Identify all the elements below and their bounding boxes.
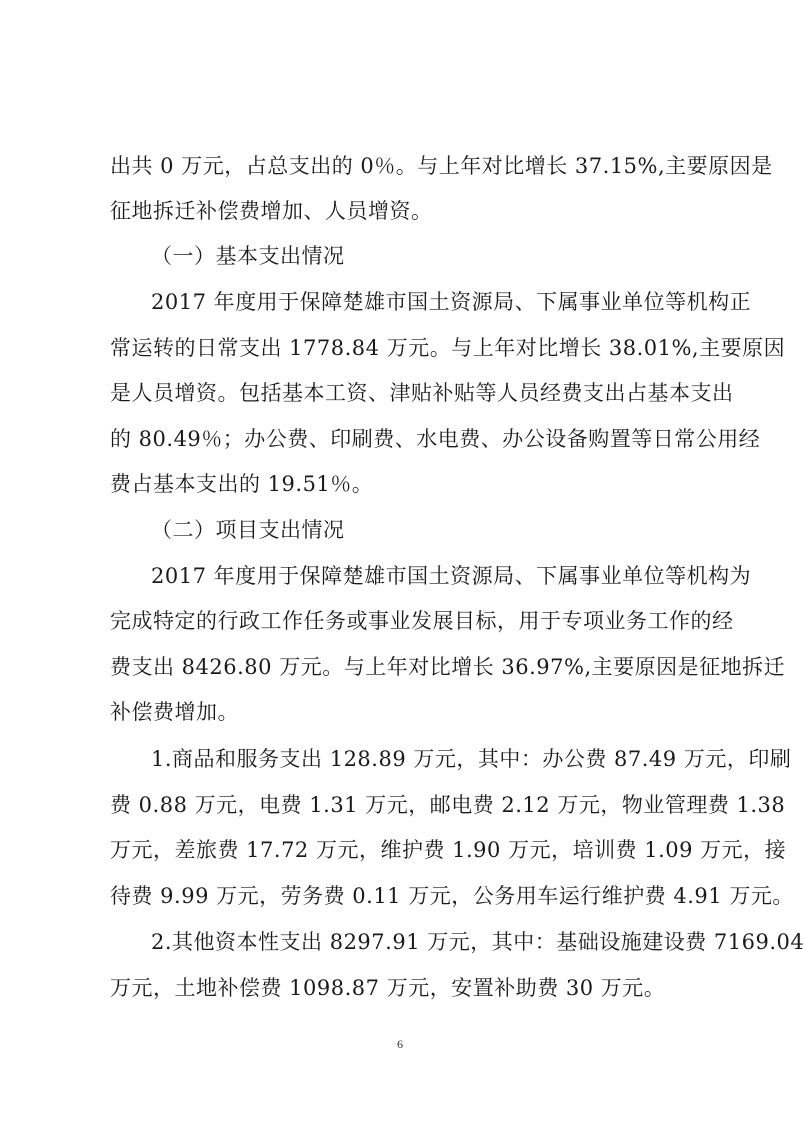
paragraph-line: 常运转的日常支出 1778.84 万元。与上年对比增长 38.01%,主要原因 [110, 336, 786, 360]
paragraph-line: 费占基本支出的 19.51％。 [110, 472, 374, 496]
paragraph-line: 万元，土地补偿费 1098.87 万元，安置补助费 30 万元。 [110, 976, 666, 1000]
page-number: 6 [397, 1037, 403, 1051]
paragraph-line: 1.商品和服务支出 128.89 万元，其中：办公费 87.49 万元，印刷 [151, 747, 792, 771]
paragraph-line: 待费 9.99 万元，劳务费 0.11 万元，公务用车运行维护费 4.91 万元。 [110, 884, 794, 908]
paragraph-line: 2017 年度用于保障楚雄市国土资源局、下属事业单位等机构正 [151, 290, 752, 314]
paragraph-line: 出共 0 万元，占总支出的 0％。与上年对比增长 37.15%,主要原因是 [110, 154, 773, 178]
paragraph-line: 征地拆迁补偿费增加、人员增资。 [110, 199, 433, 223]
section-heading-basic-expenditure: （一）基本支出情况 [151, 244, 345, 268]
paragraph-line: 完成特定的行政工作任务或事业发展目标，用于专项业务工作的经 [110, 609, 734, 633]
paragraph-line: 是人员增资。包括基本工资、津贴补贴等人员经费支出占基本支出 [110, 381, 734, 405]
paragraph-line: 2017 年度用于保障楚雄市国土资源局、下属事业单位等机构为 [151, 564, 752, 588]
paragraph-line: 补偿费增加。 [110, 700, 239, 724]
paragraph-line: 费支出 8426.80 万元。与上年对比增长 36.97%,主要原因是征地拆迁 [110, 655, 786, 679]
paragraph-line: 费 0.88 万元，电费 1.31 万元，邮电费 2.12 万元，物业管理费 1.38 [110, 793, 786, 817]
paragraph-line: 的 80.49％；办公费、印刷费、水电费、办公设备购置等日常公用经 [110, 427, 761, 451]
paragraph-line: 2.其他资本性支出 8297.91 万元，其中：基础设施建设费 7169.04 [151, 930, 804, 954]
paragraph-line: 万元，差旅费 17.72 万元，维护费 1.90 万元，培训费 1.09 万元，接 [110, 838, 787, 862]
section-heading-project-expenditure: （二）项目支出情况 [151, 518, 345, 542]
